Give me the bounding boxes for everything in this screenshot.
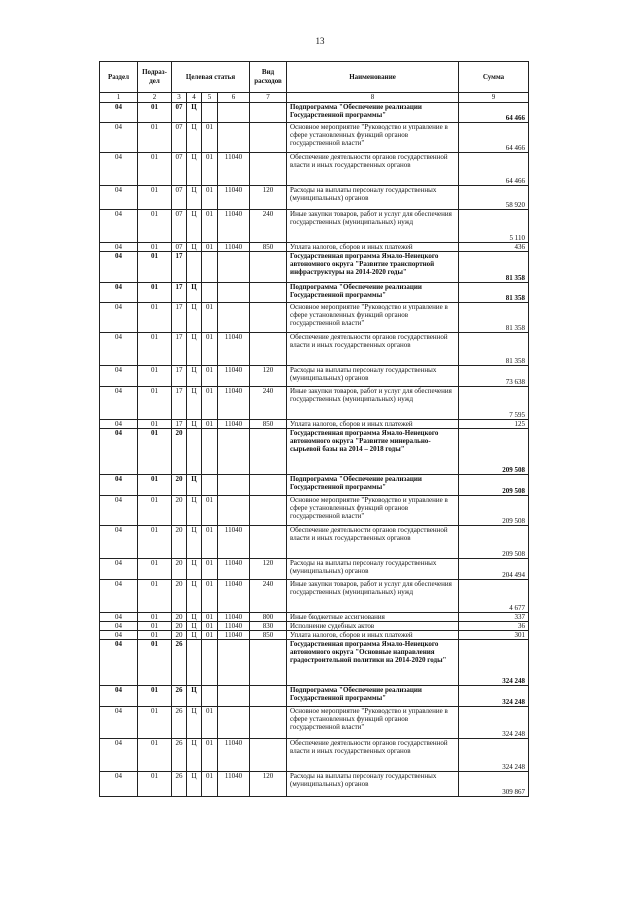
cell-subsection: 01 [138, 103, 172, 123]
table-row [100, 153, 529, 186]
header-expense-type: Вид расходов [250, 62, 287, 93]
cell-amount: 73 638 [459, 366, 529, 387]
cell-direction: 11040 [218, 186, 250, 210]
cell-subprogram: Ц [187, 613, 202, 622]
cell-name: Иные закупки товаров, работ и услуг для обеспечения государственных (муниципальных) нужд [287, 387, 459, 420]
cell-event: 01 [202, 420, 218, 429]
cell-expense-type [250, 429, 287, 475]
cell-direction [218, 640, 250, 686]
cell-program: 07 [172, 103, 187, 123]
cell-section: 04 [100, 707, 138, 739]
cell-section: 04 [100, 123, 138, 153]
cell-direction [218, 303, 250, 333]
cell-subsection: 01 [138, 210, 172, 243]
cell-section: 04 [100, 772, 138, 797]
cell-direction [218, 686, 250, 707]
table-row [100, 123, 529, 153]
cell-program: 07 [172, 153, 187, 186]
cell-expense-type [250, 707, 287, 739]
cell-subprogram: Ц [187, 686, 202, 707]
column-number: 1 [100, 93, 138, 103]
cell-direction: 11040 [218, 420, 250, 429]
cell-subsection: 01 [138, 366, 172, 387]
cell-section: 04 [100, 640, 138, 686]
cell-direction [218, 103, 250, 123]
cell-name: Уплата налогов, сборов и иных платежей [287, 420, 459, 429]
cell-program: 26 [172, 640, 187, 686]
cell-program: 20 [172, 496, 187, 526]
cell-amount: 81 358 [459, 252, 529, 283]
cell-amount: 64 466 [459, 153, 529, 186]
cell-subsection: 01 [138, 686, 172, 707]
table-row [100, 631, 529, 640]
cell-program: 07 [172, 123, 187, 153]
cell-amount: 209 508 [459, 526, 529, 559]
cell-section: 04 [100, 243, 138, 252]
cell-direction: 11040 [218, 526, 250, 559]
table-row [100, 559, 529, 580]
cell-subprogram: Ц [187, 475, 202, 496]
cell-name: Обеспечение деятельности органов государственной власти и иных государственных органов [287, 739, 459, 772]
cell-event [202, 686, 218, 707]
cell-event: 01 [202, 631, 218, 640]
cell-name: Подпрограмма "Обеспечение реализации Государственной программы" [287, 686, 459, 707]
cell-amount: 301 [459, 631, 529, 640]
cell-section: 04 [100, 387, 138, 420]
cell-program: 20 [172, 559, 187, 580]
cell-event: 01 [202, 772, 218, 797]
cell-event [202, 283, 218, 303]
cell-program: 17 [172, 303, 187, 333]
header-target-article: Целевая статья [172, 62, 250, 93]
column-number: 6 [218, 93, 250, 103]
cell-expense-type: 800 [250, 613, 287, 622]
cell-amount: 64 466 [459, 123, 529, 153]
cell-subprogram: Ц [187, 559, 202, 580]
table-row [100, 210, 529, 243]
table-row [100, 366, 529, 387]
cell-expense-type: 240 [250, 580, 287, 613]
cell-event: 01 [202, 387, 218, 420]
table-row [100, 580, 529, 613]
cell-subprogram: Ц [187, 526, 202, 559]
cell-subsection: 01 [138, 631, 172, 640]
cell-subsection: 01 [138, 496, 172, 526]
table-body [100, 103, 529, 797]
cell-direction: 11040 [218, 580, 250, 613]
cell-name: Иные закупки товаров, работ и услуг для обеспечения государственных (муниципальных) нужд [287, 580, 459, 613]
cell-subprogram: Ц [187, 333, 202, 366]
table-row [100, 613, 529, 622]
cell-event: 01 [202, 123, 218, 153]
cell-amount: 4 677 [459, 580, 529, 613]
cell-subsection: 01 [138, 333, 172, 366]
cell-event: 01 [202, 559, 218, 580]
cell-subsection: 01 [138, 559, 172, 580]
cell-direction [218, 707, 250, 739]
cell-subprogram: Ц [187, 707, 202, 739]
cell-amount: 324 248 [459, 707, 529, 739]
cell-program: 20 [172, 622, 187, 631]
table-row [100, 429, 529, 475]
cell-subprogram [187, 640, 202, 686]
cell-event [202, 640, 218, 686]
cell-subsection: 01 [138, 186, 172, 210]
cell-amount: 36 [459, 622, 529, 631]
cell-subsection: 01 [138, 123, 172, 153]
cell-amount: 5 110 [459, 210, 529, 243]
table-row [100, 283, 529, 303]
cell-subsection: 01 [138, 580, 172, 613]
table-row [100, 420, 529, 429]
cell-direction [218, 429, 250, 475]
cell-amount: 81 358 [459, 283, 529, 303]
cell-event [202, 429, 218, 475]
column-number: 8 [287, 93, 459, 103]
cell-name: Иные закупки товаров, работ и услуг для обеспечения государственных (муниципальных) нужд [287, 210, 459, 243]
cell-subprogram: Ц [187, 580, 202, 613]
cell-subprogram: Ц [187, 496, 202, 526]
cell-direction: 11040 [218, 366, 250, 387]
cell-expense-type [250, 153, 287, 186]
cell-expense-type: 120 [250, 559, 287, 580]
cell-direction [218, 123, 250, 153]
table-header-row [100, 62, 529, 93]
header-section: Раздел [100, 62, 138, 93]
cell-expense-type [250, 739, 287, 772]
cell-direction [218, 252, 250, 283]
table-row [100, 387, 529, 420]
cell-expense-type [250, 283, 287, 303]
cell-name: Расходы на выплаты персоналу государственных (муниципальных) органов [287, 772, 459, 797]
cell-amount: 81 358 [459, 303, 529, 333]
column-number: 7 [250, 93, 287, 103]
cell-name: Уплата налогов, сборов и иных платежей [287, 243, 459, 252]
cell-section: 04 [100, 686, 138, 707]
cell-name: Расходы на выплаты персоналу государственных (муниципальных) органов [287, 186, 459, 210]
cell-subprogram: Ц [187, 387, 202, 420]
cell-name: Расходы на выплаты персоналу государственных (муниципальных) органов [287, 559, 459, 580]
cell-event: 01 [202, 366, 218, 387]
cell-direction: 11040 [218, 739, 250, 772]
cell-event: 01 [202, 526, 218, 559]
cell-program: 17 [172, 366, 187, 387]
cell-amount: 209 508 [459, 496, 529, 526]
cell-event: 01 [202, 210, 218, 243]
cell-subsection: 01 [138, 622, 172, 631]
table-row [100, 622, 529, 631]
cell-section: 04 [100, 210, 138, 243]
cell-name: Обеспечение деятельности органов государственной власти и иных государственных органов [287, 153, 459, 186]
cell-program: 17 [172, 252, 187, 283]
cell-section: 04 [100, 186, 138, 210]
cell-subprogram: Ц [187, 772, 202, 797]
cell-event [202, 475, 218, 496]
cell-expense-type: 850 [250, 631, 287, 640]
cell-amount: 81 358 [459, 333, 529, 366]
column-number: 9 [459, 93, 529, 103]
cell-subprogram: Ц [187, 243, 202, 252]
cell-program: 20 [172, 580, 187, 613]
cell-subsection: 01 [138, 153, 172, 186]
cell-program: 26 [172, 707, 187, 739]
cell-subprogram: Ц [187, 303, 202, 333]
cell-subprogram: Ц [187, 739, 202, 772]
cell-section: 04 [100, 496, 138, 526]
cell-name: Расходы на выплаты персоналу государственных (муниципальных) органов [287, 366, 459, 387]
cell-expense-type [250, 333, 287, 366]
cell-subprogram: Ц [187, 283, 202, 303]
cell-amount: 58 920 [459, 186, 529, 210]
cell-event [202, 103, 218, 123]
table-row [100, 243, 529, 252]
cell-program: 07 [172, 243, 187, 252]
cell-direction: 11040 [218, 243, 250, 252]
cell-amount: 209 508 [459, 475, 529, 496]
cell-amount: 324 248 [459, 739, 529, 772]
cell-direction [218, 475, 250, 496]
cell-name: Государственная программа Ямало-Ненецкого автономного округа "Развитие минерально-сырьевой базы на 2014 – 2018 годы" [287, 429, 459, 475]
table-row [100, 475, 529, 496]
cell-expense-type: 120 [250, 186, 287, 210]
cell-amount: 309 867 [459, 772, 529, 797]
cell-amount: 337 [459, 613, 529, 622]
cell-expense-type [250, 303, 287, 333]
cell-subsection: 01 [138, 640, 172, 686]
cell-section: 04 [100, 283, 138, 303]
cell-amount: 64 466 [459, 103, 529, 123]
cell-name: Обеспечение деятельности органов государственной власти и иных государственных органов [287, 526, 459, 559]
cell-direction: 11040 [218, 772, 250, 797]
table-row [100, 526, 529, 559]
cell-direction: 11040 [218, 559, 250, 580]
cell-program: 07 [172, 186, 187, 210]
cell-subprogram: Ц [187, 210, 202, 243]
cell-section: 04 [100, 303, 138, 333]
column-number: 2 [138, 93, 172, 103]
cell-section: 04 [100, 526, 138, 559]
column-number-row [100, 93, 529, 103]
cell-expense-type: 240 [250, 210, 287, 243]
cell-expense-type: 120 [250, 366, 287, 387]
cell-expense-type [250, 686, 287, 707]
cell-subsection: 01 [138, 252, 172, 283]
cell-program: 17 [172, 387, 187, 420]
cell-expense-type [250, 103, 287, 123]
cell-section: 04 [100, 333, 138, 366]
cell-name: Основное мероприятие "Руководство и управление в сфере установленных функций органов государственной власти" [287, 123, 459, 153]
column-number: 4 [187, 93, 202, 103]
cell-event: 01 [202, 333, 218, 366]
cell-subsection: 01 [138, 772, 172, 797]
cell-subsection: 01 [138, 303, 172, 333]
cell-expense-type: 240 [250, 387, 287, 420]
cell-section: 04 [100, 739, 138, 772]
table-row [100, 686, 529, 707]
cell-name: Исполнение судебных актов [287, 622, 459, 631]
cell-program: 20 [172, 631, 187, 640]
cell-name: Основное мероприятие "Руководство и управление в сфере установленных функций органов государственной власти" [287, 707, 459, 739]
table-row [100, 772, 529, 797]
cell-subsection: 01 [138, 526, 172, 559]
cell-section: 04 [100, 580, 138, 613]
table-row [100, 707, 529, 739]
cell-event: 01 [202, 496, 218, 526]
table-row [100, 496, 529, 526]
table-row [100, 640, 529, 686]
cell-event [202, 252, 218, 283]
cell-direction [218, 283, 250, 303]
cell-event: 01 [202, 739, 218, 772]
cell-subprogram [187, 429, 202, 475]
cell-expense-type [250, 640, 287, 686]
cell-expense-type: 850 [250, 420, 287, 429]
cell-name: Государственная программа Ямало-Ненецкого автономного округа "Развитие транспортной инфраструктуры на 2014-2020 годы" [287, 252, 459, 283]
header-name: Наименование [287, 62, 459, 93]
cell-section: 04 [100, 613, 138, 622]
cell-direction: 11040 [218, 387, 250, 420]
cell-subprogram: Ц [187, 622, 202, 631]
cell-expense-type [250, 475, 287, 496]
cell-expense-type [250, 123, 287, 153]
cell-section: 04 [100, 475, 138, 496]
cell-section: 04 [100, 429, 138, 475]
cell-expense-type [250, 496, 287, 526]
cell-name: Обеспечение деятельности органов государственной власти и иных государственных органов [287, 333, 459, 366]
table-row [100, 303, 529, 333]
cell-program: 17 [172, 420, 187, 429]
cell-program: 17 [172, 283, 187, 303]
cell-direction: 11040 [218, 622, 250, 631]
cell-event: 01 [202, 243, 218, 252]
column-number: 5 [202, 93, 218, 103]
cell-section: 04 [100, 559, 138, 580]
cell-section: 04 [100, 631, 138, 640]
cell-expense-type: 850 [250, 243, 287, 252]
cell-program: 26 [172, 772, 187, 797]
column-number: 3 [172, 93, 187, 103]
cell-amount: 125 [459, 420, 529, 429]
cell-section: 04 [100, 420, 138, 429]
cell-event: 01 [202, 707, 218, 739]
cell-direction: 11040 [218, 631, 250, 640]
cell-amount: 204 494 [459, 559, 529, 580]
table-row [100, 739, 529, 772]
table-row [100, 103, 529, 123]
cell-subsection: 01 [138, 429, 172, 475]
header-amount: Сумма [459, 62, 529, 93]
cell-subsection: 01 [138, 475, 172, 496]
cell-subprogram [187, 252, 202, 283]
cell-program: 20 [172, 526, 187, 559]
cell-program: 20 [172, 613, 187, 622]
cell-amount: 209 508 [459, 429, 529, 475]
table-row [100, 186, 529, 210]
cell-event: 01 [202, 622, 218, 631]
cell-subsection: 01 [138, 613, 172, 622]
cell-subsection: 01 [138, 420, 172, 429]
cell-name: Государственная программа Ямало-Ненецкого автономного округа "Основные направления градостроительной политики на 2014-2020 годы" [287, 640, 459, 686]
cell-subprogram: Ц [187, 103, 202, 123]
cell-event: 01 [202, 303, 218, 333]
cell-program: 26 [172, 739, 187, 772]
cell-name: Подпрограмма "Обеспечение реализации Государственной программы" [287, 283, 459, 303]
cell-subsection: 01 [138, 243, 172, 252]
cell-name: Подпрограмма "Обеспечение реализации Государственной программы" [287, 475, 459, 496]
cell-subsection: 01 [138, 283, 172, 303]
cell-direction: 11040 [218, 210, 250, 243]
cell-event: 01 [202, 580, 218, 613]
cell-program: 20 [172, 429, 187, 475]
cell-program: 20 [172, 475, 187, 496]
cell-expense-type [250, 252, 287, 283]
cell-amount: 7 595 [459, 387, 529, 420]
cell-name: Подпрограмма "Обеспечение реализации Государственной программы" [287, 103, 459, 123]
cell-subsection: 01 [138, 387, 172, 420]
cell-program: 07 [172, 210, 187, 243]
cell-section: 04 [100, 153, 138, 186]
cell-subprogram: Ц [187, 153, 202, 186]
cell-expense-type: 830 [250, 622, 287, 631]
cell-section: 04 [100, 622, 138, 631]
cell-section: 04 [100, 103, 138, 123]
cell-event: 01 [202, 153, 218, 186]
cell-expense-type [250, 526, 287, 559]
cell-name: Основное мероприятие "Руководство и управление в сфере установленных функций органов государственной власти" [287, 303, 459, 333]
cell-subsection: 01 [138, 739, 172, 772]
cell-event: 01 [202, 613, 218, 622]
cell-subprogram: Ц [187, 123, 202, 153]
cell-subsection: 01 [138, 707, 172, 739]
budget-table [99, 61, 529, 797]
table-row [100, 333, 529, 366]
cell-program: 26 [172, 686, 187, 707]
cell-direction: 11040 [218, 613, 250, 622]
cell-subprogram: Ц [187, 631, 202, 640]
cell-subprogram: Ц [187, 186, 202, 210]
cell-event: 01 [202, 186, 218, 210]
page-number: 13 [315, 36, 325, 46]
cell-subprogram: Ц [187, 366, 202, 387]
cell-section: 04 [100, 366, 138, 387]
header-subsection: Подраз- дел [138, 62, 172, 93]
cell-direction [218, 496, 250, 526]
table-row [100, 252, 529, 283]
cell-section: 04 [100, 252, 138, 283]
cell-direction: 11040 [218, 333, 250, 366]
cell-subprogram: Ц [187, 420, 202, 429]
cell-name: Иные бюджетные ассигнования [287, 613, 459, 622]
cell-name: Основное мероприятие "Руководство и управление в сфере установленных функций органов государственной власти" [287, 496, 459, 526]
cell-amount: 324 248 [459, 640, 529, 686]
cell-amount: 436 [459, 243, 529, 252]
cell-direction: 11040 [218, 153, 250, 186]
cell-name: Уплата налогов, сборов и иных платежей [287, 631, 459, 640]
cell-expense-type: 120 [250, 772, 287, 797]
cell-amount: 324 248 [459, 686, 529, 707]
cell-program: 17 [172, 333, 187, 366]
